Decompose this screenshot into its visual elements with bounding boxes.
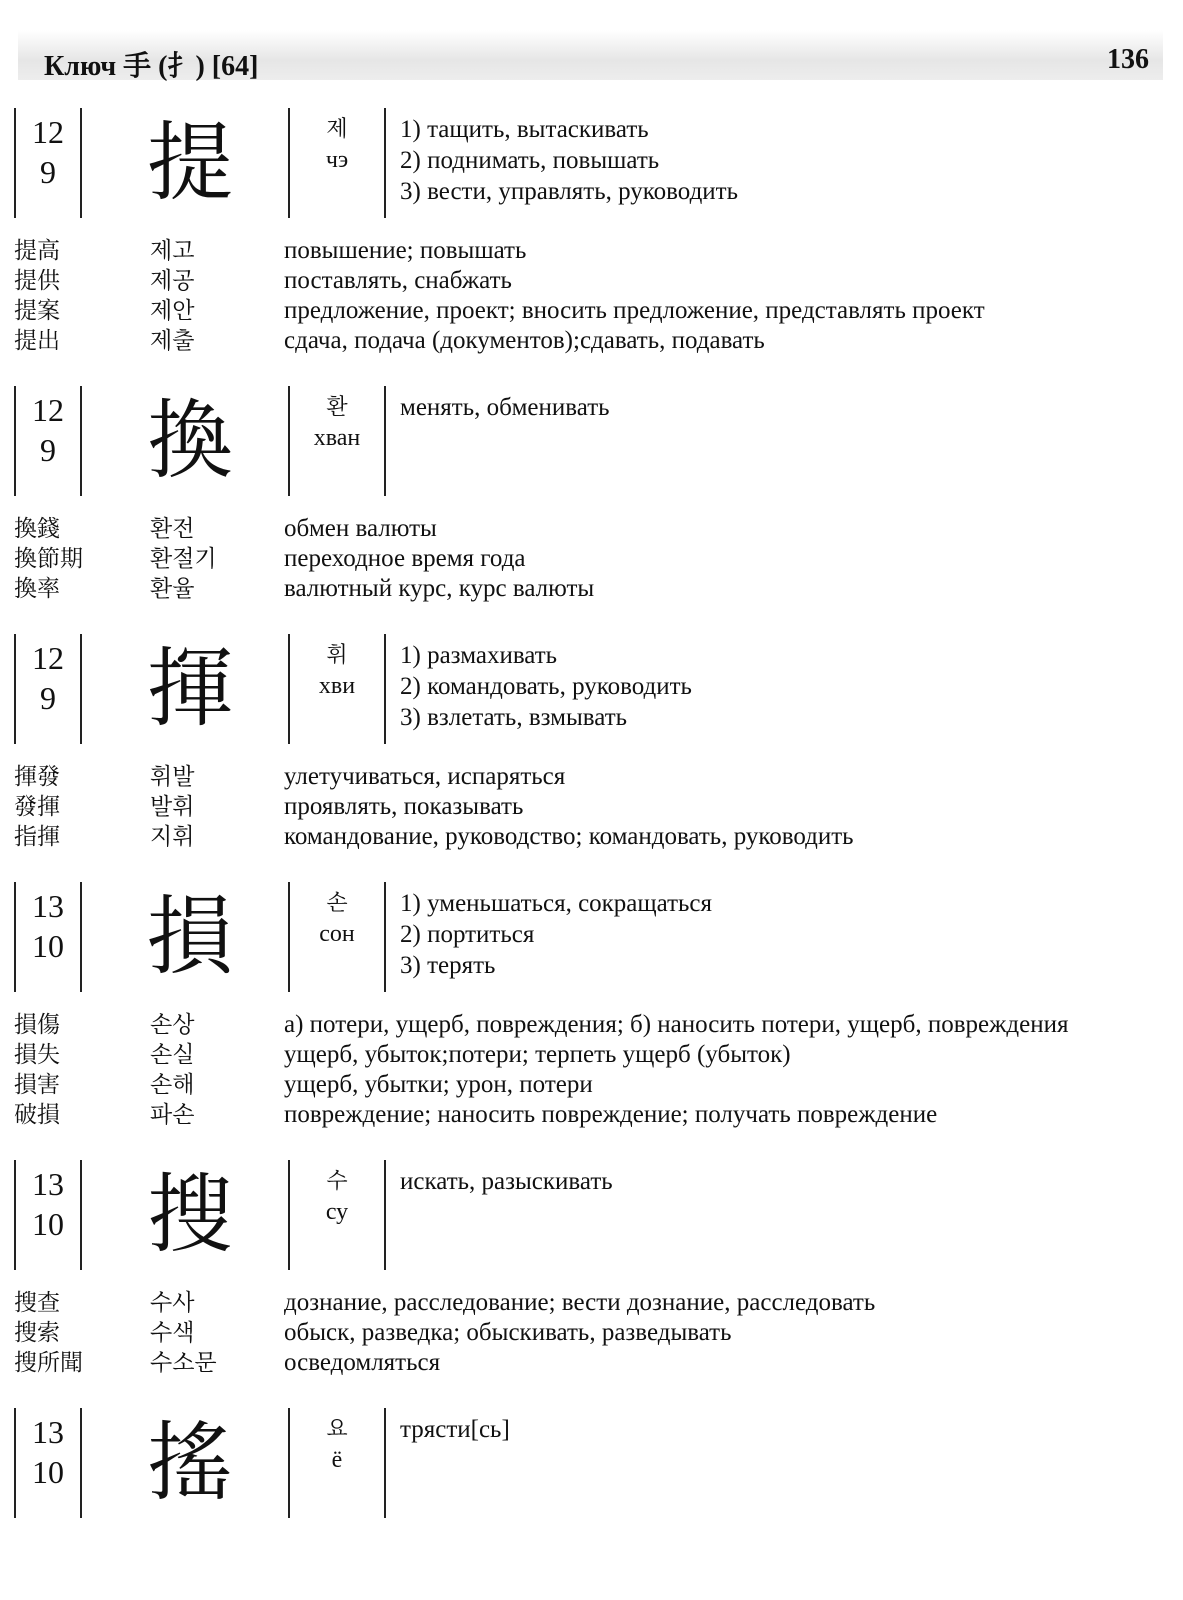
stroke-count-total: 12 [32,640,64,676]
stroke-count-extra: 10 [32,928,64,964]
compound-row [0,514,1183,544]
dictionary-entry [0,1408,1183,1520]
compound-meaning: осведомляться [284,1349,441,1376]
dictionary-entry [0,386,1183,604]
main-hanja: 損 [147,887,233,987]
dictionary-entry [0,634,1183,852]
compound-hanja: 破損 [14,1102,60,1128]
stroke-count [14,882,82,992]
compound-list [0,762,1183,852]
entry-head [0,1160,1183,1272]
reading-cyrillic: ё [331,1447,343,1473]
meaning-line: 3) взлетать, взмывать [400,704,628,731]
page-header [18,30,1163,80]
reading [288,882,386,992]
compound-meaning: сдача, подача (документов);сдавать, подавать [284,327,765,354]
main-hanja: 提 [147,113,233,213]
meaning-line: 2) портиться [400,921,535,948]
stroke-count [14,1408,82,1518]
meaning-line: трясти[сь] [400,1416,510,1443]
meaning-line: 1) уменьшаться, сокращаться [400,890,713,917]
compound-meaning: проявлять, показывать [284,793,524,820]
compound-hangul: 환율 [150,576,195,602]
compound-row [0,822,1183,852]
compound-meaning: дознание, расследование; вести дознание, расследовать [284,1289,876,1316]
dictionary-entry [0,108,1183,356]
compound-hanja: 提出 [14,328,60,354]
compound-hanja: 搜所聞 [14,1350,83,1376]
compound-hanja: 提案 [14,298,60,324]
meanings [400,888,1160,981]
compound-meaning: обыск, разведка; обыскивать, разведывать [284,1319,732,1346]
compound-row [0,1318,1183,1348]
compound-list [0,1288,1183,1378]
reading [288,386,386,496]
meaning-line: менять, обменивать [400,394,610,421]
main-hanja: 換 [147,391,233,491]
reading-hangul: 손 [326,891,348,916]
meaning-line: 1) тащить, вытаскивать [400,116,649,143]
stroke-count [14,108,82,218]
compound-hangul: 수사 [150,1290,195,1316]
meaning-line: 3) терять [400,952,496,979]
compound-hanja: 搜索 [14,1320,60,1346]
compound-hangul: 손실 [150,1042,195,1068]
entry-head [0,108,1183,220]
reading-cyrillic: чэ [325,147,349,173]
compound-hangul: 휘발 [150,764,195,790]
entry-head [0,386,1183,498]
stroke-count-total: 13 [32,888,64,924]
compound-row [0,296,1183,326]
compound-hangul: 환전 [150,516,195,542]
compound-hangul: 발휘 [150,794,195,820]
stroke-count-extra: 9 [40,432,56,468]
reading-cyrillic: сон [319,921,355,947]
main-hanja: 搜 [147,1165,233,1265]
reading [288,1160,386,1270]
stroke-count-extra: 10 [32,1454,64,1490]
stroke-count [14,386,82,496]
entry-list [0,108,1183,1550]
compound-row [0,1348,1183,1378]
compound-row [0,1010,1183,1040]
compound-meaning: а) потери, ущерб, повреждения; б) наносить потери, ущерб, повреждения [284,1011,1069,1038]
compound-list [0,514,1183,604]
reading-hangul: 휘 [326,643,348,668]
compound-row [0,266,1183,296]
compound-hangul: 수색 [150,1320,195,1346]
main-hanja: 揮 [147,639,233,739]
stroke-count [14,1160,82,1270]
stroke-count [14,634,82,744]
reading-cyrillic: су [325,1199,349,1225]
compound-meaning: улетучиваться, испаряться [284,763,566,790]
compound-row [0,1040,1183,1070]
compound-hangul: 파손 [150,1102,195,1128]
compound-hanja: 發揮 [14,794,60,820]
reading-hangul: 수 [326,1169,348,1194]
compound-meaning: повышение; повышать [284,237,527,264]
entry-head [0,882,1183,994]
meaning-line: искать, разыскивать [400,1168,613,1195]
compound-row [0,1100,1183,1130]
compound-hanja: 損傷 [14,1012,60,1038]
reading [288,634,386,744]
reading-hangul: 요 [326,1417,348,1442]
compound-meaning: ущерб, убыток;потери; терпеть ущерб (убыток) [284,1041,791,1068]
main-hanja: 搖 [147,1413,233,1513]
compound-hangul: 제안 [150,298,195,324]
compound-hangul: 손상 [150,1012,195,1038]
stroke-count-extra: 9 [40,680,56,716]
compound-hanja: 揮發 [14,764,60,790]
stroke-count-total: 12 [32,114,64,150]
compound-hanja: 提高 [14,238,60,264]
stroke-count-total: 13 [32,1166,64,1202]
compound-meaning: ущерб, убытки; урон, потери [284,1071,593,1098]
meanings [400,114,1160,207]
compound-meaning: обмен валюты [284,515,437,542]
reading-hangul: 환 [326,395,348,420]
reading-cyrillic: хван [313,425,361,451]
reading-cyrillic: хви [318,673,356,699]
compound-row [0,236,1183,266]
compound-list [0,236,1183,356]
stroke-count-total: 13 [32,1414,64,1450]
compound-row [0,792,1183,822]
radical-title: Ключ 手 (扌) [64] [44,51,259,82]
compound-meaning: валютный курс, курс валюты [284,575,595,602]
dictionary-entry [0,882,1183,1130]
compound-hanja: 換率 [14,576,60,602]
meaning-line: 3) вести, управлять, руководить [400,178,738,205]
compound-hanja: 搜查 [14,1290,60,1316]
compound-meaning: предложение, проект; вносить предложение, представлять проект [284,297,985,324]
compound-hanja: 損害 [14,1072,60,1098]
compound-hangul: 제출 [150,328,195,354]
entry-head [0,634,1183,746]
compound-meaning: поставлять, снабжать [284,267,512,294]
stroke-count-extra: 10 [32,1206,64,1242]
compound-row [0,326,1183,356]
compound-row [0,1288,1183,1318]
compound-hanja: 提供 [14,268,60,294]
stroke-count-extra: 9 [40,154,56,190]
compound-list [0,1010,1183,1130]
compound-hangul: 제고 [150,238,195,264]
dictionary-entry [0,1160,1183,1378]
reading [288,108,386,218]
compound-meaning: переходное время года [284,545,526,572]
meanings [400,1414,1160,1445]
compound-row [0,574,1183,604]
compound-hangul: 지휘 [150,824,195,850]
reading-hangul: 제 [326,117,348,142]
meaning-line: 2) командовать, руководить [400,673,692,700]
compound-hangul: 손해 [150,1072,195,1098]
stroke-count-total: 12 [32,392,64,428]
compound-hangul: 환절기 [150,546,217,572]
entry-head [0,1408,1183,1520]
meaning-line: 1) размахивать [400,642,558,669]
meanings [400,1166,1160,1197]
meaning-line: 2) поднимать, повышать [400,147,660,174]
compound-meaning: командование, руководство; командовать, руководить [284,823,854,850]
meanings [400,392,1160,423]
page-number: 136 [1107,44,1149,75]
compound-hanja: 指揮 [14,824,60,850]
compound-meaning: повреждение; наносить повреждение; получать повреждение [284,1101,938,1128]
compound-row [0,544,1183,574]
compound-hanja: 損失 [14,1042,60,1068]
meanings [400,640,1160,733]
reading [288,1408,386,1518]
compound-hanja: 換節期 [14,546,83,572]
compound-row [0,762,1183,792]
compound-row [0,1070,1183,1100]
compound-hanja: 換錢 [14,516,60,542]
compound-hangul: 제공 [150,268,195,294]
compound-hangul: 수소문 [150,1350,217,1376]
